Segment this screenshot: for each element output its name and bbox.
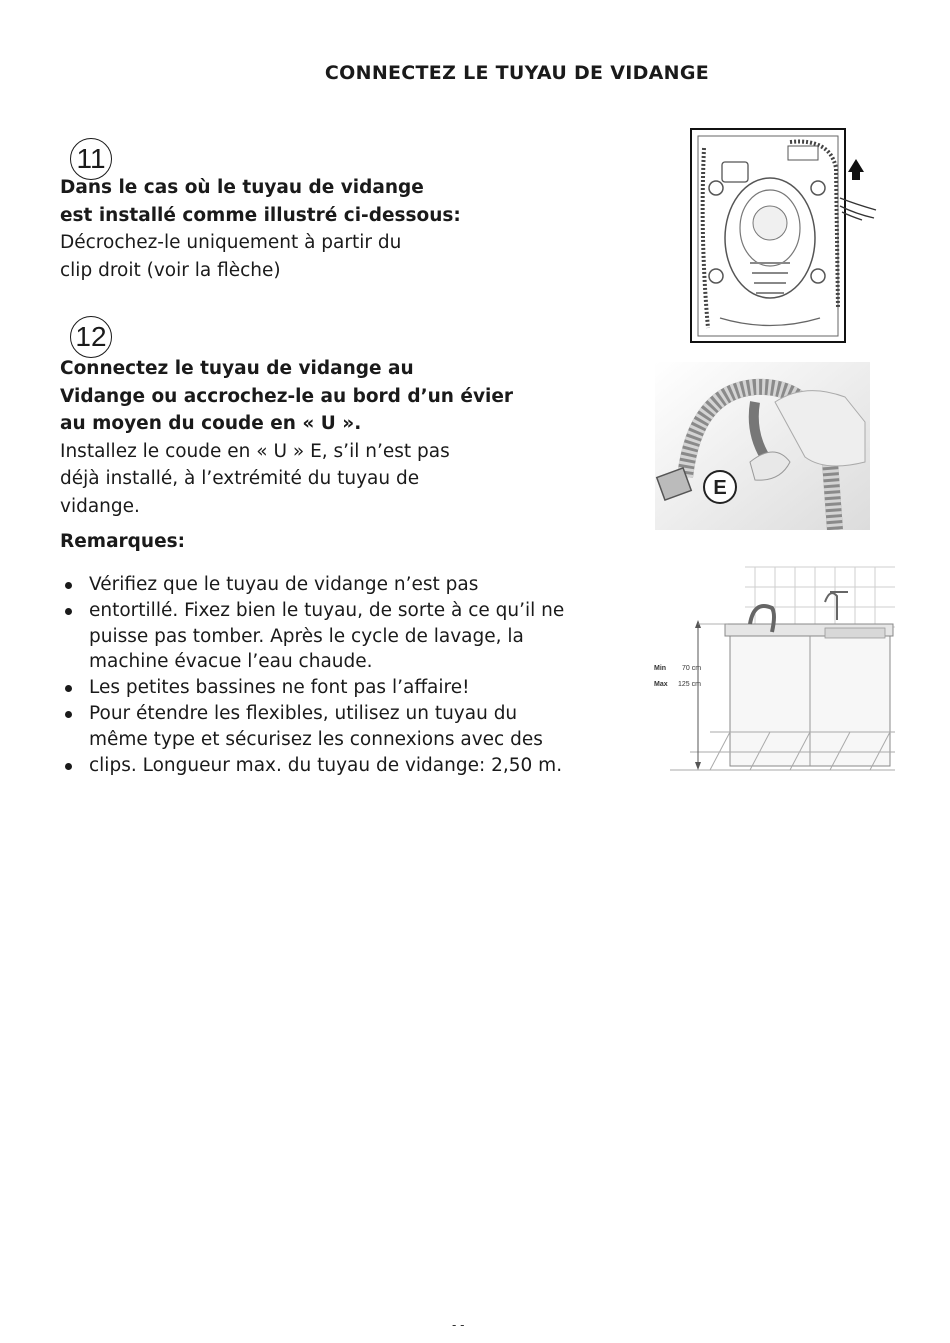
step-11-line-1: Décrochez-le uniquement à partir du <box>60 232 402 253</box>
remark-line: puisse pas tomber. Après le cycle de lavage, la <box>89 625 524 647</box>
step-11-number: 11 <box>70 138 112 180</box>
step-12-bold-line-1: Connectez le tuyau de vidange au <box>60 358 414 379</box>
remarks-list <box>60 572 564 778</box>
hose-label-e: E <box>713 477 727 499</box>
sink-max-label: Max <box>654 681 668 688</box>
step-12-line-3: vidange. <box>60 495 140 517</box>
machine-back-illustration <box>690 128 880 346</box>
step-12-line-2: déjà installé, à l’extrémité du tuyau de <box>60 468 420 489</box>
remark-line: Pour étendre les flexibles, utilisez un tuyau du <box>60 701 564 727</box>
remark-line: clips. Longueur max. du tuyau de vidange: 2,50 m. <box>60 753 564 779</box>
step-12-number: 12 <box>70 316 112 358</box>
step-11-line-2: clip droit (voir la flèche) <box>60 259 281 281</box>
step-11-text <box>60 174 461 284</box>
page-marker: - - <box>452 1318 465 1332</box>
remarks-title: Remarques: <box>60 531 186 552</box>
step-12-text <box>60 355 513 520</box>
sink-max-value: 125 cm <box>678 681 701 688</box>
step-12-line-1: Installez le coude en « U » E, s’il n’est pas <box>60 440 450 462</box>
step-11-bold-line-2: est installé comme illustré ci-dessous: <box>60 204 461 226</box>
page-title: CONNECTEZ LE TUYAU DE VIDANGE <box>324 62 710 84</box>
sink-min-label: Min <box>654 665 667 672</box>
step-11-bold-line-1: Dans le cas où le tuyau de vidange <box>60 177 424 198</box>
remark-line: machine évacue l’eau chaude. <box>89 651 373 673</box>
sink-min-value: 70 cm <box>682 665 702 672</box>
remark-line: Vérifiez que le tuyau de vidange n’est pas <box>60 572 564 598</box>
remark-line: même type et sécurisez les connexions avec des <box>89 728 543 750</box>
remark-line: entortillé. Fixez bien le tuyau, de sorte à ce qu’il ne <box>60 598 564 624</box>
hose-elbow-illustration <box>655 362 870 530</box>
step-12-bold-line-3: au moyen du coude en « U ». <box>60 413 362 434</box>
sink-height-illustration <box>650 562 895 774</box>
remark-line: Les petites bassines ne font pas l’affaire! <box>60 675 564 701</box>
step-12-bold-line-2: Vidange ou accrochez-le au bord d’un évier <box>60 385 514 407</box>
